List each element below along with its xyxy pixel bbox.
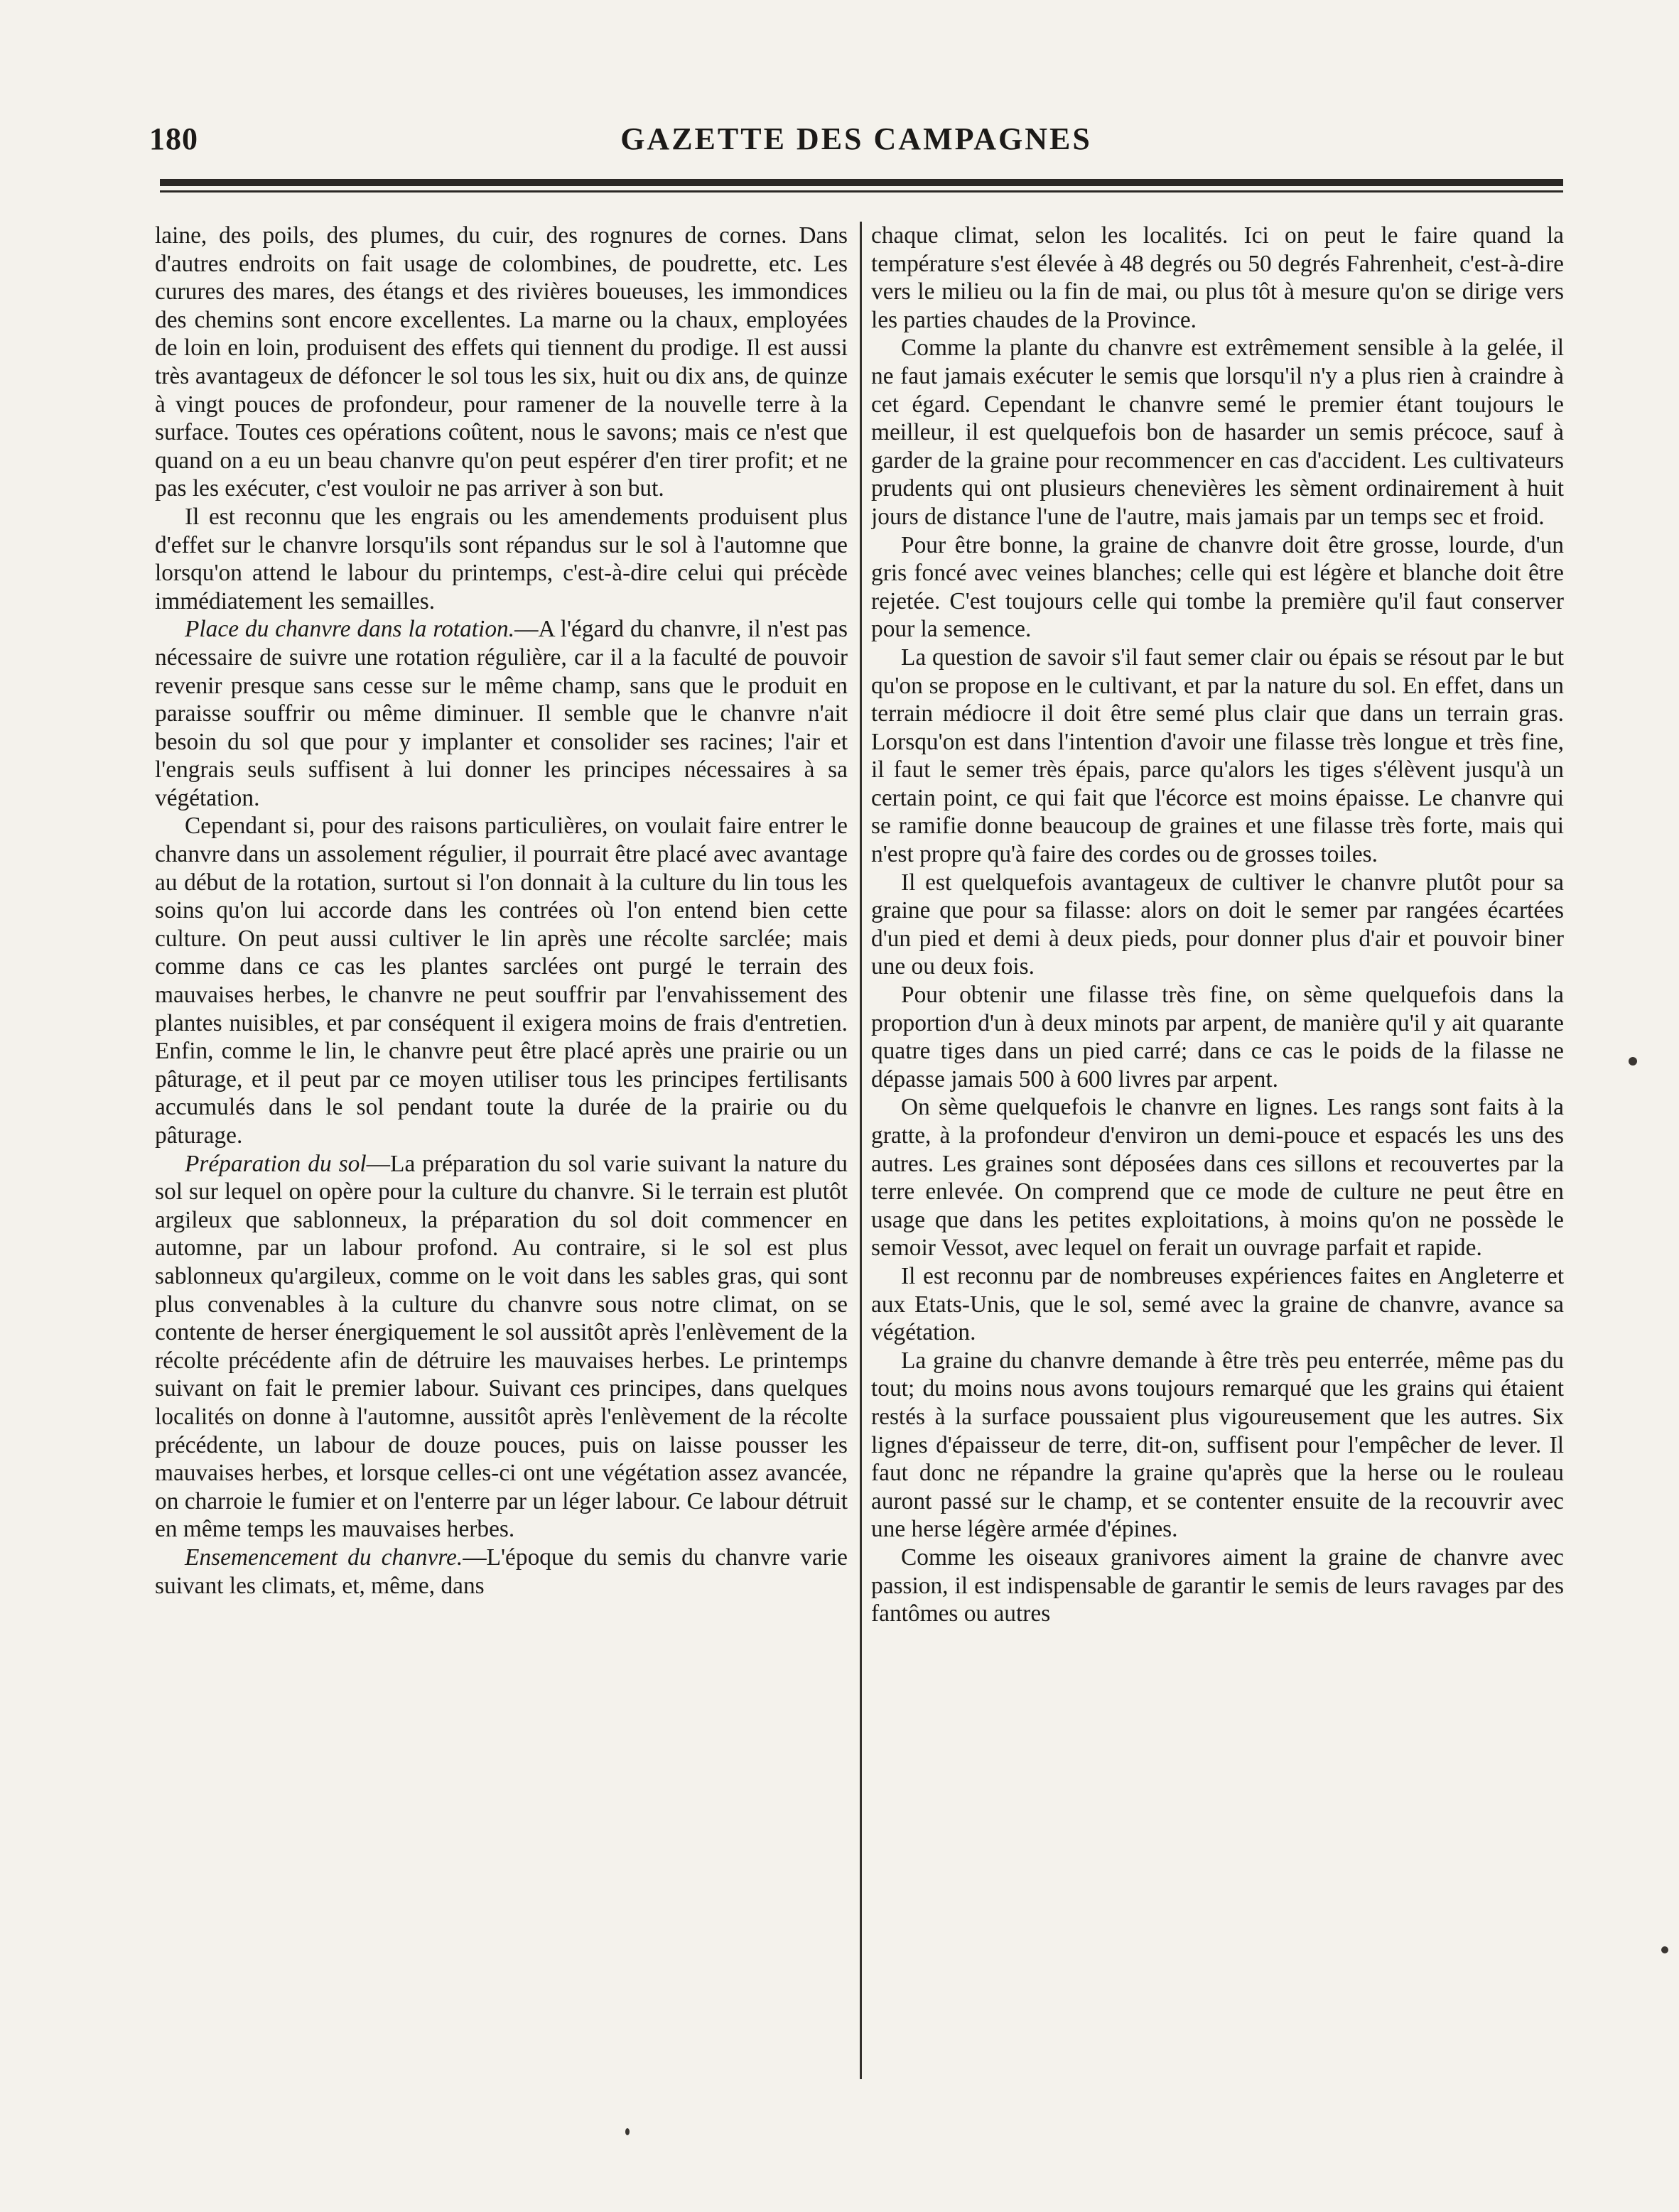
page-header (149, 114, 1563, 163)
paragraph: Cependant si, pour des raisons particulières, on voulait faire entrer le chanvre dans un assolement régulier, il pourrait être placé avec avantage au début de la rotation, surtout si l'on donnait à la culture du lin tous les soins qu'on lui accorde dans les contrées où l'on entend bien cette culture. On peut aussi cultiver le lin après une récolte sarclée; mais comme dans ce cas les plantes sarclées ont purgé le terrain des mauvaises herbes, le chanvre ne peut souffrir par l'envahissement des plantes nuisibles, et par conséquent il exigera moins de frais d'entretien. Enfin, comme le lin, le chanvre peut être placé après une prairie ou un pâturage, et il peut par ce moyen utiliser tous les principes fertilisants accumulés dans le sol pendant toute la durée de la prairie ou du pâturage. (155, 813, 848, 1149)
paragraph: Comme la plante du chanvre est extrêmement sensible à la gelée, il ne faut jamais exécuter le semis que lorsqu'il n'y a plus rien à craindre à cet égard. Cependant le chanvre semé le premier étant toujours le meilleur, il est quelquefois bon de hasarder un semis précoce, sauf à garder de la graine pour recommencer en cas d'accident. Les cultivateurs prudents qui ont plusieurs chenevières les sèment ordinairement à huit jours de distance l'une de l'autre, mais jamais par un temps sec et froid. (871, 335, 1564, 530)
left-column (155, 222, 848, 2079)
paragraph: Pour obtenir une filasse très fine, on sème quelquefois dans la proportion d'un à deux minots par arpent, de manière qu'il y ait quarante quatre tiges dans un pied carré; dans ce cas le poids de la filasse ne dépasse jamais 500 à 600 livres par arpent. (871, 982, 1564, 1093)
paragraph: Il est reconnu que les engrais ou les amendements produisent plus d'effet sur le chanvre lorsqu'ils sont répandus sur le sol à l'automne que lorsqu'on attend le labour du printemps, c'est-à-dire celui qui précède immédiatement les semailles. (155, 503, 848, 614)
ink-speck (1661, 1946, 1668, 1953)
paragraph: La graine du chanvre demande à être très peu enterrée, même pas du tout; du moins nous avons toujours remarqué que les grains qui étaient restés à la surface poussaient plus vigoureusement que les autres. Six lignes d'épaisseur de terre, dit-on, suffisent pour l'empêcher de lever. Il faut donc ne répandre la graine qu'après que la herse ou le rouleau auront passé sur le champ, et se contenter ensuite de la recouvrir avec une herse légère armée d'épines. (871, 1347, 1564, 1543)
paragraph: On sème quelquefois le chanvre en lignes. Les rangs sont faits à la gratte, à la profondeur d'environ un demi-pouce et espacés les uns des autres. Les graines sont déposées dans ces sillons et recouvertes par la terre enlevée. On comprend que ce mode de culture ne peut être en usage que dans les petites exploitations, à moins qu'on ne possède le semoir Vessot, avec lequel on ferait un ouvrage parfait et rapide. (871, 1094, 1564, 1262)
paragraph-body: —La préparation du sol varie suivant la nature du sol sur lequel on opère pour la culture du chanvre. Si le terrain est plutôt argileux que sablonneux, la préparation du sol doit commencer en automne, par un labour profond. Au contraire, si le sol est plus sablonneux qu'argileux, comme on le voit dans les sables gras, qui sont plus convenables à la culture du chanvre sous notre climat, on se contente de herser énergiquement le sol aussitôt après l'enlèvement de la récolte précédente afin de détruire les mauvaises herbes. Le printemps suivant on fait le premier labour. Suivant ces principes, dans quelques localités on donne à l'automne, aussitôt après l'enlèvement de la récolte précédente, un labour de douze pouces, puis on laisse pousser les mauvaises herbes, et lorsque celles-ci ont une végétation assez avancée, on charroie le fumier et on l'enterre par un léger labour. Ce labour détruit en même temps les mauvaises herbes. (155, 1150, 848, 1543)
paragraph: Il est reconnu par de nombreuses expériences faites en Angleterre et aux Etats-Unis, que le sol, semé avec la graine de chanvre, avance sa végétation. (871, 1262, 1564, 1346)
page-number: 180 (149, 121, 198, 156)
section-paragraph (155, 1150, 848, 1544)
paragraph: Comme les oiseaux granivores aiment la graine de chanvre avec passion, il est indispensable de garantir le semis de leurs ravages par des fantômes ou autres (871, 1544, 1564, 1627)
section-paragraph (155, 615, 848, 812)
ink-speck (1629, 1057, 1637, 1066)
paragraph: chaque climat, selon les localités. Ici on peut le faire quand la température s'est élevée à 48 degrés ou 50 degrés Fahrenheit, c'est-à-dire vers le milieu ou la fin de mai, ou plus tôt à mesure qu'on se dirige vers les parties chaudes de la Province. (871, 222, 1564, 333)
section-paragraph (155, 1544, 848, 1600)
header-rule-thin (160, 190, 1563, 193)
column-divider (860, 222, 862, 2079)
paragraph-body: —L'époque du semis du chanvre varie suivant les climats, et, même, dans (155, 1544, 848, 1599)
header-rule-thick (160, 179, 1563, 186)
paragraph: laine, des poils, des plumes, du cuir, des rognures de cornes. Dans d'autres endroits on fait usage de colombines, de poudrette, etc. Les curures des mares, des étangs et des rivières boueuses, les immondices des chemins sont encore excellentes. La marne ou la chaux, employées de loin en loin, produisent des effets qui tiennent du prodige. Il est aussi très avantageux de défoncer le sol tous les six, huit ou dix ans, de quinze à vingt pouces de profondeur, pour ramener de la nouvelle terre à la surface. Toutes ces opérations coûtent, nous le savons; mais ce n'est que quand on a eu un beau chanvre qu'on peut espérer d'en tirer profit; et ne pas les exécuter, c'est vouloir ne pas arriver à son but. (155, 222, 848, 502)
paragraph-body: —A l'égard du chanvre, il n'est pas nécessaire de suivre une rotation régulière, car il a la faculté de pouvoir revenir presque sans cesse sur le même champ, sans que le produit en paraisse souffrir ou même diminuer. Il semble que le chanvre n'ait besoin du sol que pour y implanter et consolider ses racines; l'air et l'engrais seuls suffisent à lui donner les principes nécessaires à sa végétation. (155, 616, 848, 811)
running-title: GAZETTE DES CAMPAGNES (620, 121, 1092, 156)
section-heading: Place du chanvre dans la rotation. (185, 616, 515, 643)
ink-speck (625, 2128, 630, 2135)
right-column (871, 222, 1564, 2079)
paragraph: La question de savoir s'il faut semer clair ou épais se résout par le but qu'on se propose en le cultivant, et par la nature du sol. En effet, dans un terrain médiocre il doit être semé plus clair que dans un terrain gras. Lorsqu'on est dans l'intention d'avoir une filasse très longue et très fine, il faut le semer très épais, parce qu'alors les tiges s'élèvent jusqu'à un certain point, ce qui fait que l'écorce est moins épaisse. Le chanvre qui se ramifie donne beaucoup de graines et une filasse très forte, mais qui n'est propre qu'à faire des cordes ou de grosses toiles. (871, 644, 1564, 868)
paragraph: Pour être bonne, la graine de chanvre doit être grosse, lourde, d'un gris foncé avec veines blanches; celle qui est légère et blanche doit être rejetée. C'est toujours celle qui tombe la première qu'il faut conserver pour la semence. (871, 531, 1564, 643)
section-heading: Ensemencement du chanvre. (185, 1544, 463, 1571)
section-heading: Préparation du sol (185, 1150, 367, 1177)
paragraph: Il est quelquefois avantageux de cultiver le chanvre plutôt pour sa graine que pour sa filasse: alors on doit le semer par rangées écartées d'un pied et demi à deux pieds, pour donner plus d'air et pouvoir biner une ou deux fois. (871, 869, 1564, 980)
